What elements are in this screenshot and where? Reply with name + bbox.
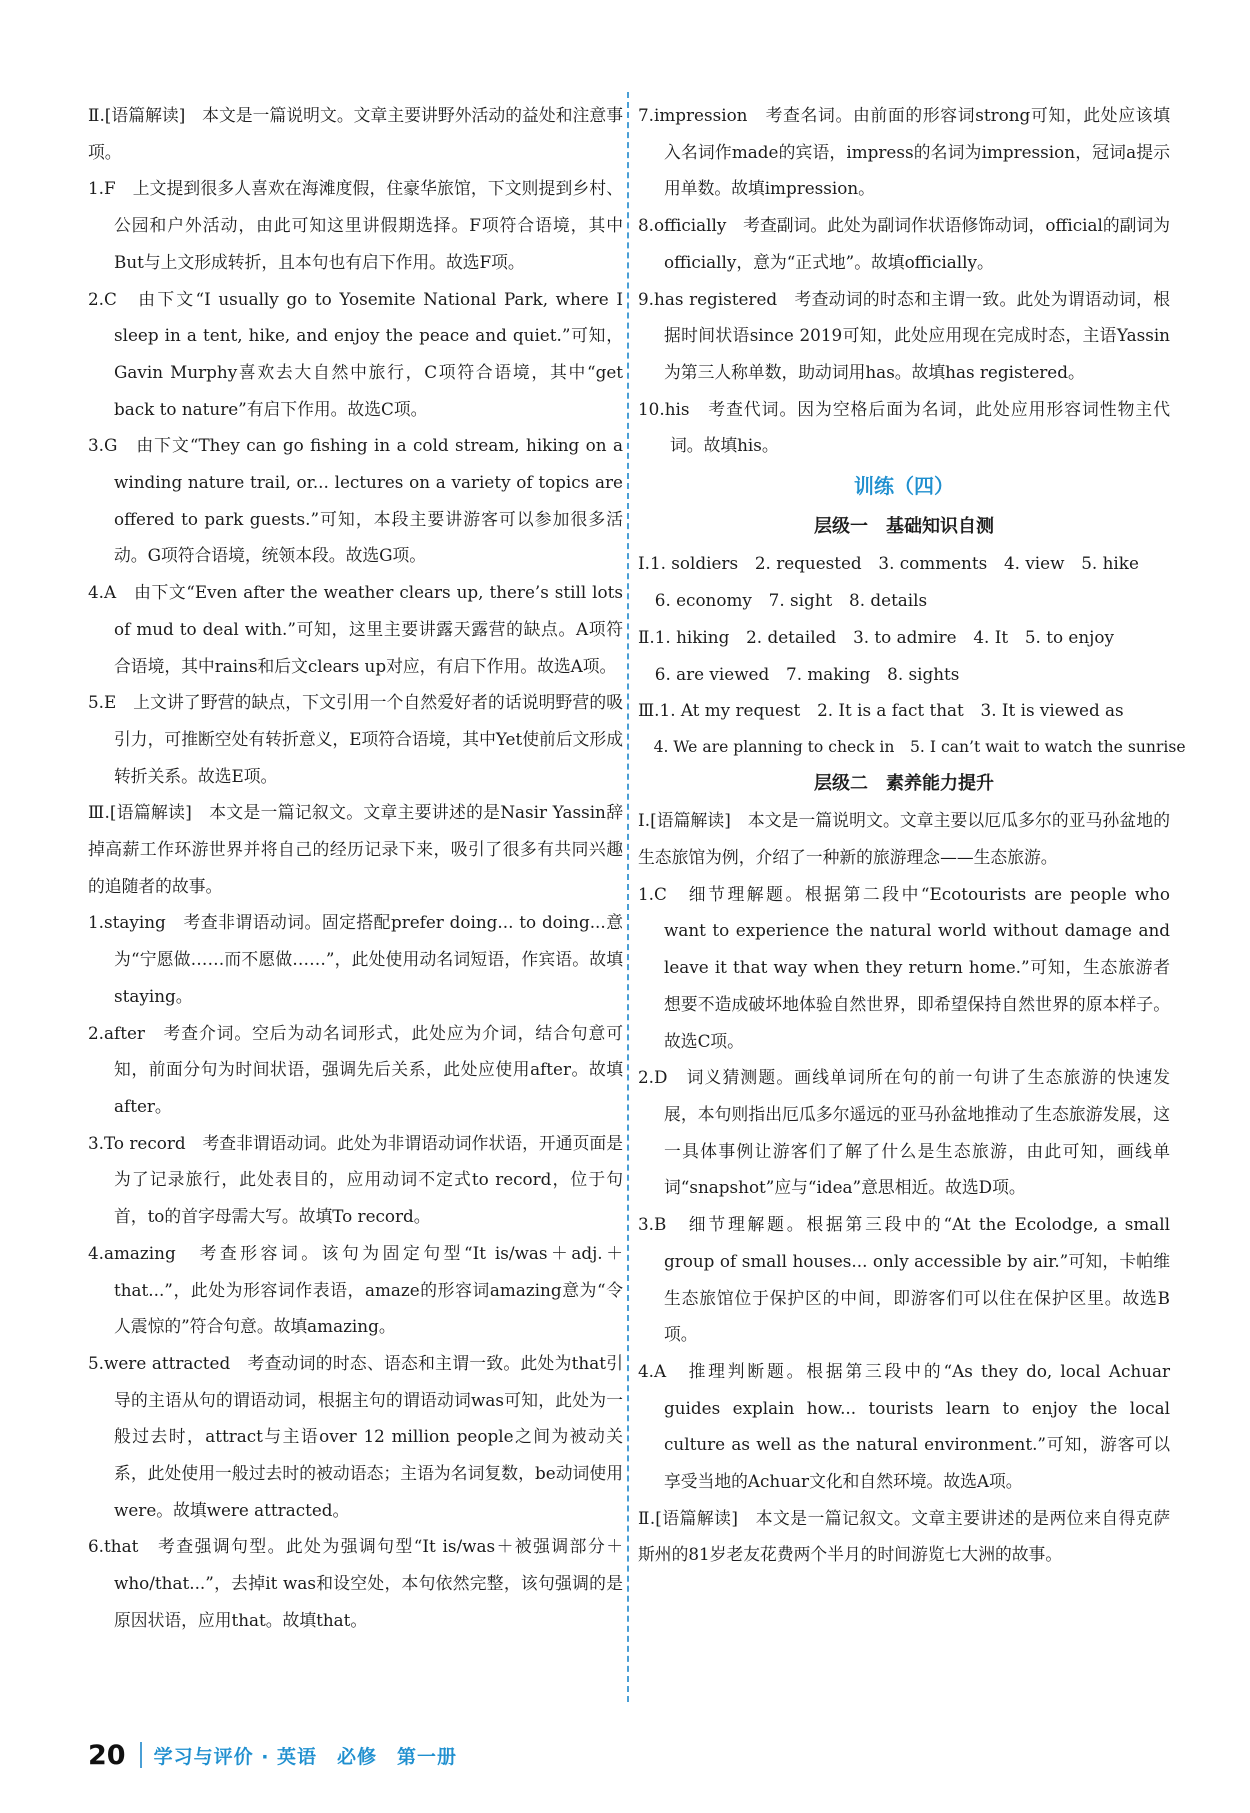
- answer-item: 3.G 由下文“They can go fishing in a cold stream, hiking on a winding nature trail, or... lectures on a variety of topics are offered to park guests.”可知，本段主要讲游客可以参加很多活动。G项符合语境，统领本段。故选G项。: [88, 435, 623, 566]
- section-1-summary: Ⅰ.[语篇解读] 本文是一篇说明文。文章主要以厄瓜多尔的亚马孙盆地的生态旅馆为例，介绍了一种新的旅游理念——生态旅游。: [638, 810, 1170, 868]
- answer-item: 4.A 推理判断题。根据第三段中的“As they do, local Achuar guides explain how... tourists learn to enjoy the local culture as well as the natural environment.”可知，游客可以享受当地的Achuar文化和自然环境。故选A项。: [638, 1360, 1170, 1492]
- footer-separator: [140, 1742, 142, 1768]
- answer-row: 6. are viewed 7. making 8. sights: [638, 663, 960, 684]
- answer-item: 8.officially 考查副词。此处为副词作状语修饰动词，official的副词为officially，意为“正式地”。故填officially。: [638, 215, 1170, 272]
- answer-item: 2.C 由下文“I usually go to Yosemite National Park, where I sleep in a tent, hike, and enjoy the peace and quiet.”可知，Gavin Murphy喜欢去大自然中旅行，C项符合语境，其中“get back to nature”有启下作用。故选C项。: [88, 288, 623, 419]
- level2-title: 层级二 素养能力提升: [814, 772, 994, 794]
- page-footer: [88, 1735, 457, 1775]
- section-2-summary: Ⅱ.[语篇解读] 本文是一篇说明文。文章主要讲野外活动的益处和注意事项。: [88, 105, 623, 162]
- left-column: [88, 97, 623, 1639]
- answer-row: Ⅲ.1. At my request 2. It is a fact that 3. It is viewed as: [638, 700, 1124, 721]
- answer-item: 5.were attracted 考查动词的时态、语态和主谓一致。此处为that引导的主语从句的谓语动词，根据主句的谓语动词was可知，此处为一般过去时，attract与主语over 12 million people之间为被动关系，此处使用一般过去时的被动语态；主语为名词复数，be动词使用were。故填were attracted。: [88, 1352, 623, 1520]
- answer-item: 7.impression 考查名词。由前面的形容词strong可知，此处应该填入名词作made的宾语，impress的名词为impression，冠词a提示用单数。故填impression。: [638, 105, 1170, 199]
- answer-item: 1.C 细节理解题。根据第二段中“Ecotourists are people who want to experience the natural world without damage and leave it that way when they return home.”可知，生态旅游者想要不造成破坏地体验自然世界，即希望保持自然世界的原本样子。故选C项。: [638, 883, 1170, 1051]
- page-number: 20: [88, 1739, 126, 1771]
- answer-item: 1.F 上文提到很多人喜欢在海滩度假，住豪华旅馆，下文则提到乡村、公园和户外活动，由此可知这里讲假期选择。F项符合语境，其中But与上文形成转折，且本句也有启下作用。故选F项。: [88, 178, 623, 272]
- answer-item: 3.B 细节理解题。根据第三段中的“At the Ecolodge, a small group of small houses... only accessible by air.”可知，卡帕维生态旅馆位于保护区的中间，即游客们可以住在保护区里。故选B项。: [638, 1214, 1170, 1345]
- answer-item: 2.D 词义猜测题。画线单词所在句的前一句讲了生态旅游的快速发展，本句则指出厄瓜多尔遥远的亚马孙盆地推动了生态旅游发展，这一具体事例让游客们了解了什么是生态旅游，由此可知，画线单词“snapshot”应与“idea”意思相近。故选D项。: [638, 1067, 1170, 1198]
- answer-row: 4. We are planning to check in 5. I can’t wait to watch the sunrise: [638, 737, 1186, 756]
- answer-row: Ⅰ.1. soldiers 2. requested 3. comments 4. view 5. hike: [638, 553, 1139, 574]
- answer-item: 2.after 考查介词。空后为动名词形式，此处应为介词，结合句意可知，前面分句为时间状语，强调先后关系，此处应使用after。故填after。: [88, 1022, 623, 1116]
- section-2-summary: Ⅱ.[语篇解读] 本文是一篇记叙文。文章主要讲述的是两位来自得克萨斯州的81岁老友花费两个半月的时间游览七大洲的故事。: [638, 1507, 1170, 1565]
- answer-item: 4.amazing 考查形容词。该句为固定句型“It is/was＋adj.＋that...”，此处为形容词作表语，amaze的形容词amazing意为“令人震惊的”符合句意。故填amazing。: [88, 1242, 623, 1337]
- practice-title: 训练（四）: [854, 474, 954, 499]
- answer-item: 5.E 上文讲了野营的缺点，下文引用一个自然爱好者的话说明野营的吸引力，可推断空处有转折意义，E项符合语境，其中Yet使前后文形成转折关系。故选E项。: [88, 692, 623, 786]
- answer-item: 4.A 由下文“Even after the weather clears up, there’s still lots of mud to deal with.”可知，这里主要讲露天露营的缺点。A项符合语境，其中rains和后文clears up对应，有启下作用。故选A项。: [88, 582, 623, 676]
- answer-row: 6. economy 7. sight 8. details: [638, 590, 928, 611]
- answer-item: 6.that 考查强调句型。此处为强调句型“It is/was＋被强调部分＋who/that...”，去掉it was和设空处，本句依然完整，该句强调的是原因状语，应用that。故填that。: [88, 1536, 623, 1630]
- answer-item: 9.has registered 考查动词的时态和主谓一致。此处为谓语动词，根据时间状语since 2019可知，此处应用现在完成时态，主语Yassin为第三人称单数，助动词用has。故填has registered。: [638, 288, 1170, 382]
- answer-item: 1.staying 考查非谓语动词。固定搭配prefer doing... to doing...意为“宁愿做……而不愿做……”，此处使用动名词短语，作宾语。故填staying。: [88, 912, 623, 1006]
- answer-item: 10.his 考查代词。因为空格后面为名词，此处应用形容词性物主代词。故填his。: [638, 398, 1170, 456]
- right-column: [638, 97, 1186, 1573]
- answer-item: 3.To record 考查非谓语动词。此处为非谓语动词作状语，开通页面是为了记录旅行，此处表目的，应用动词不定式to record，位于句首，to的首字母需大写。故填To record。: [88, 1132, 623, 1227]
- section-3-summary: Ⅲ.[语篇解读] 本文是一篇记叙文。文章主要讲述的是Nasir Yassin辞掉高薪工作环游世界并将自己的经历记录下来，吸引了很多有共同兴趣的追随者的故事。: [88, 802, 623, 896]
- answer-row: Ⅱ.1. hiking 2. detailed 3. to admire 4. It 5. to enjoy: [638, 626, 1114, 647]
- column-divider: [627, 92, 629, 1702]
- level1-title: 层级一 基础知识自测: [814, 515, 994, 537]
- book-title: 学习与评价 · 英语 必修 第一册: [153, 1745, 458, 1768]
